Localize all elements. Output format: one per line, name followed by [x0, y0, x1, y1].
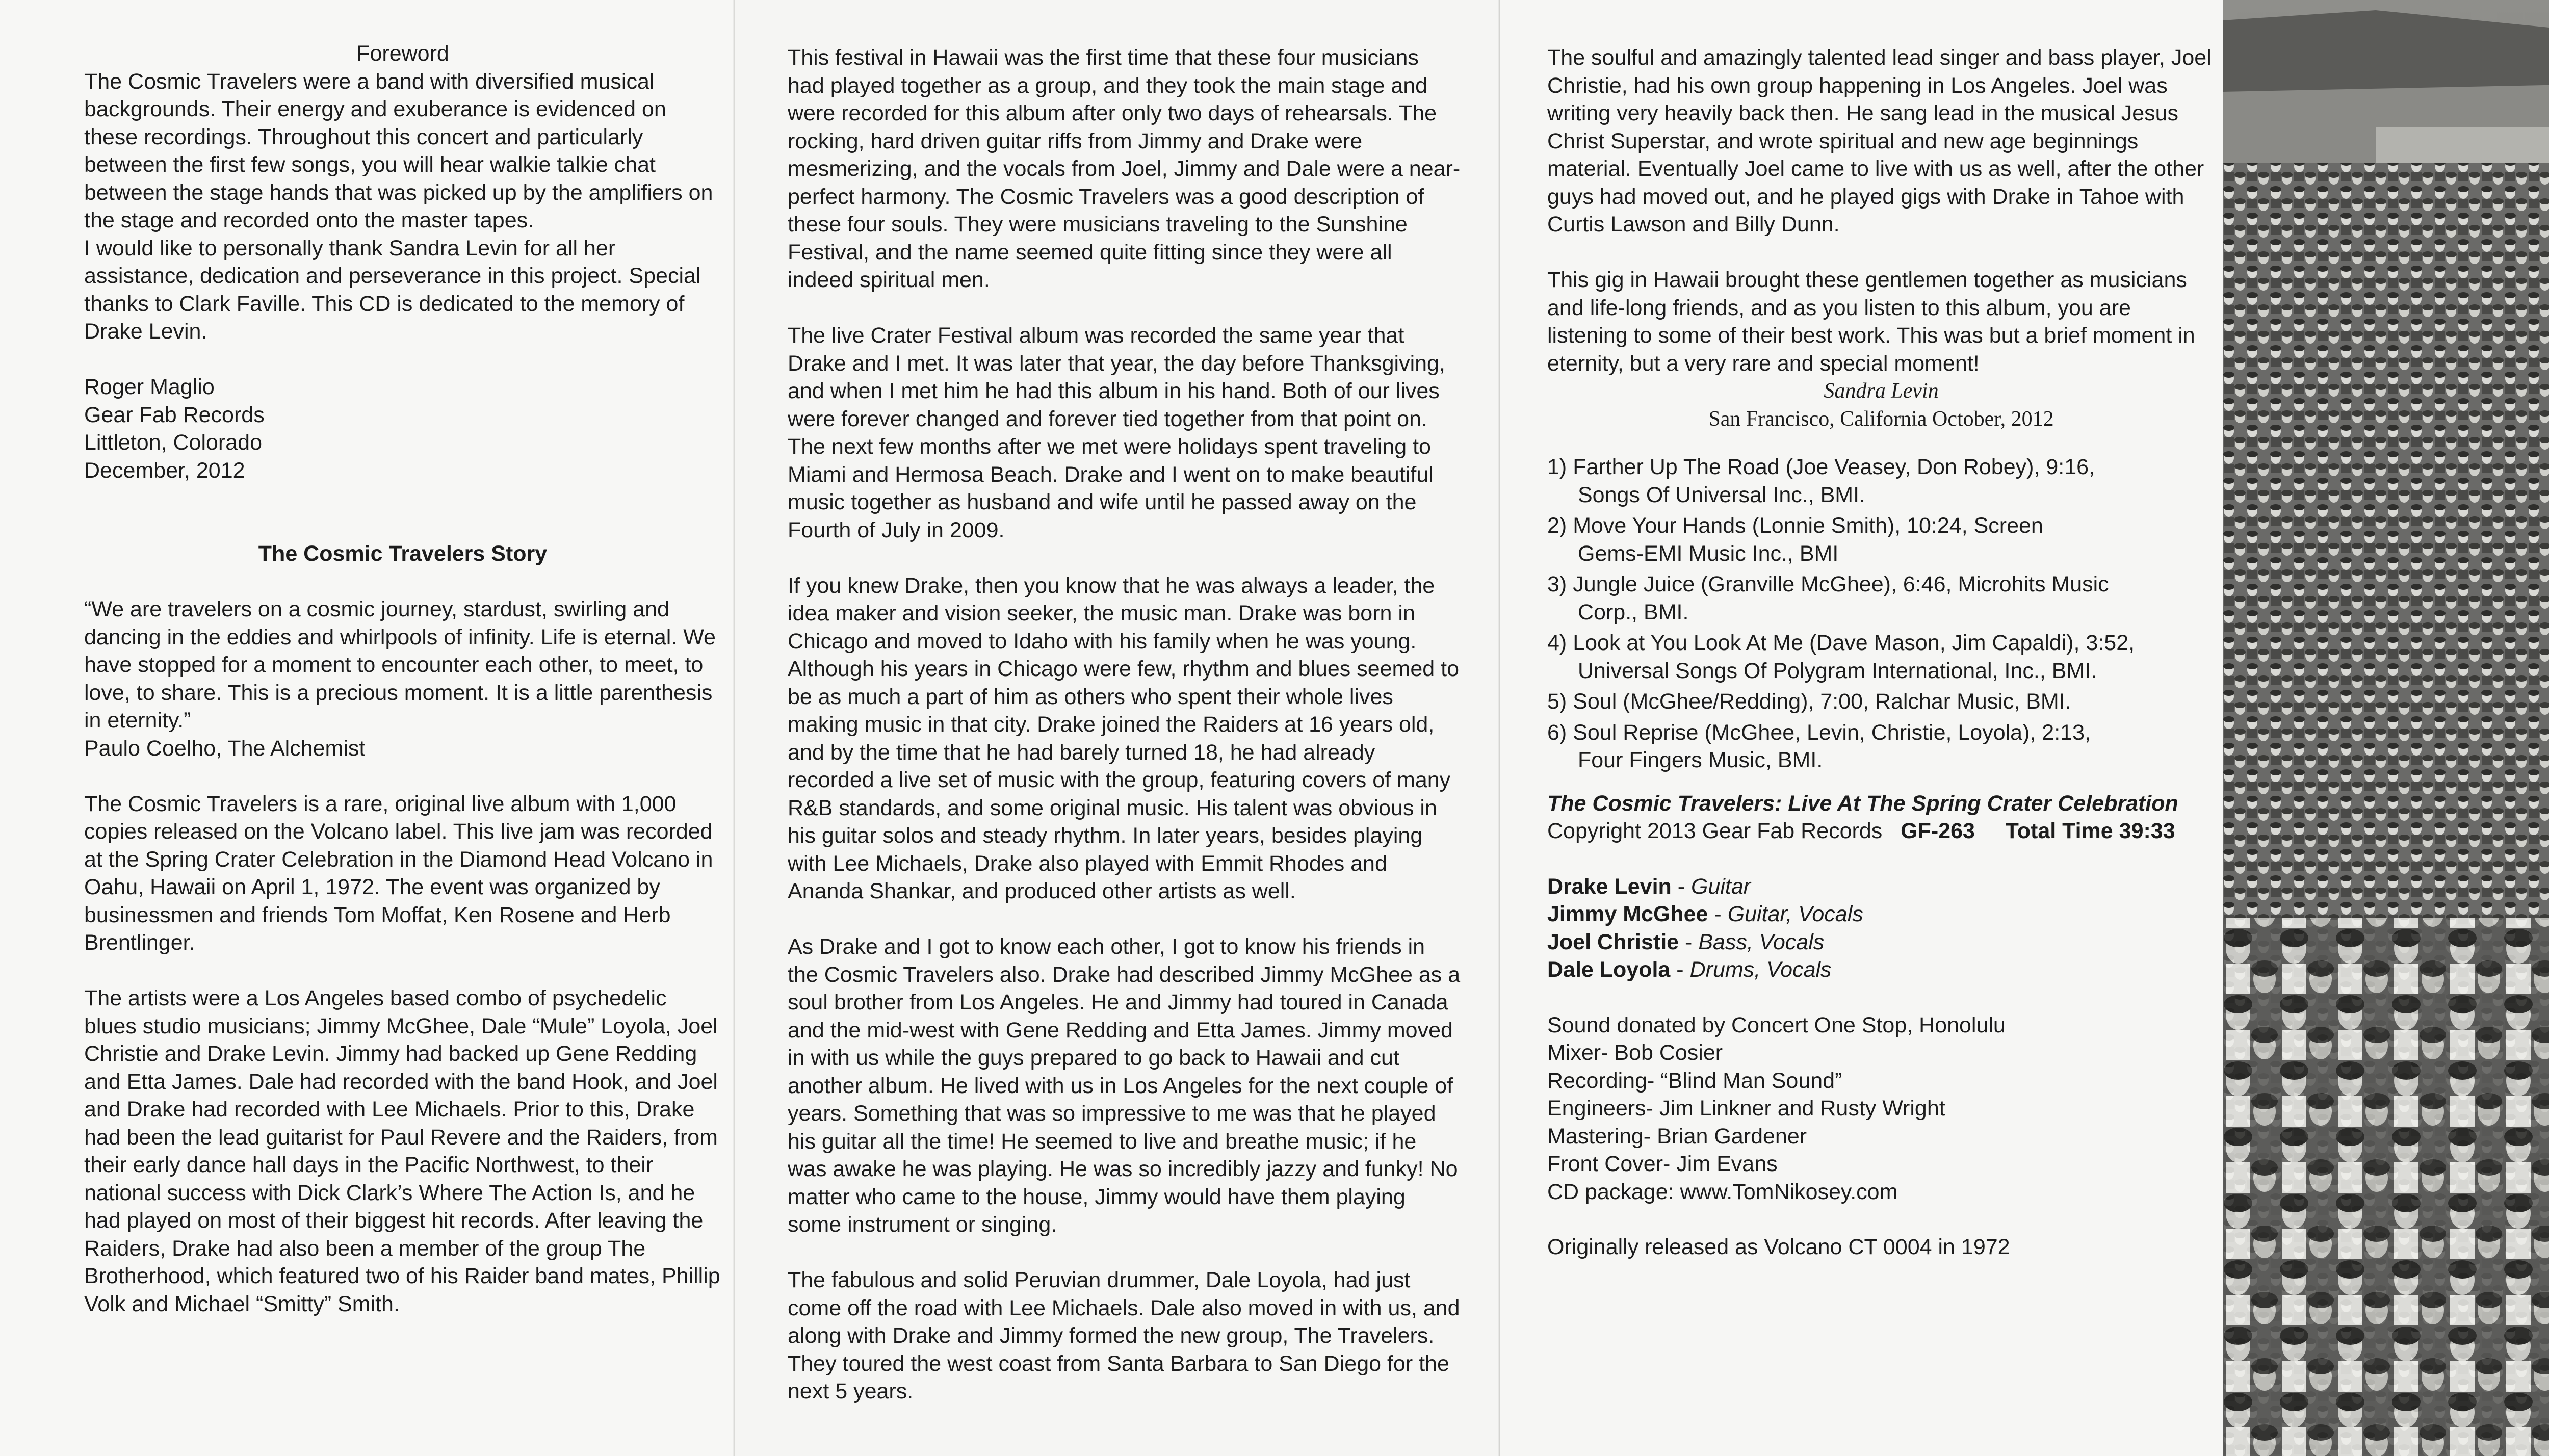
crowd-photo: [2223, 0, 2549, 1456]
story-title: The Cosmic Travelers Story: [258, 541, 548, 566]
credit-line: Front Cover- Jim Evans: [1547, 1152, 1778, 1176]
release-note: Originally released as Volcano CT 0004 in 1972: [1547, 1235, 2010, 1259]
credit-line: Mastering- Brian Gardener: [1547, 1124, 1807, 1149]
track-item: [1547, 629, 2215, 685]
personnel-list: [1547, 873, 2215, 984]
story-paragraph: The artists were a Los Angeles based combo of psychedelic blues studio musicians; Jimmy McGhee, Dale “Mule” Loyola, Joel Christie and Drake Levin. Jimmy had backed up Gene Redding and Etta James. Dale had recorded with the band Hook, and Joel and Drake had recorded with Lee Michaels. Prior to this, Drake had been the lead guitarist for Paul Revere and the Raiders, from their early dance hall days in the Pacific Northwest, to their national success with Dick Clark’s Where The Action Is, and he had played on most of their biggest hit records. After leaving the Raiders, Drake had also been a member of the group The Brotherhood, which featured two of his Raider band mates, Phillip Volk and Michael “Smitty” Smith.: [84, 986, 720, 1316]
tracklist: [1547, 453, 2215, 774]
story-quote-author: Paulo Coelho, The Alchemist: [84, 736, 366, 761]
track-number: 2): [1547, 513, 1567, 538]
track-number: 3): [1547, 572, 1567, 596]
foreword-signature: [84, 373, 721, 484]
track-title: Look at You Look At Me (Dave Mason, Jim Capaldi), 3:52,: [1573, 631, 2135, 655]
personnel-role: Guitar, Vocals: [1727, 902, 1863, 926]
story-paragraph: This festival in Hawaii was the first time that these four musicians had played together as a group, and they took the main stage and were recorded for this album after only two days of rehearsals. The rocking, hard driven guitar riffs from Jimmy and Drake were mesmerizing, and the vocals from Joel, Jimmy and Dale were a near-perfect harmony. The Cosmic Travelers was a good description of these four souls. They were musicians traveling to the Sunshine Festival, and the name seemed quite fitting since they were all indeed spiritual men.: [788, 45, 1461, 292]
album-copyright-line: [1547, 817, 2215, 845]
credit-line: Sound donated by Concert One Stop, Honolulu: [1547, 1012, 2006, 1037]
foreword-heading: Foreword: [356, 41, 449, 66]
credit-line: Mixer- Bob Cosier: [1547, 1041, 1723, 1065]
signature-line: Littleton, Colorado: [84, 430, 262, 455]
track-publisher: Gems-EMI Music Inc., BMI: [1578, 541, 1839, 566]
crowd-photo-image: [2223, 0, 2549, 1456]
album-total-time: Total Time 39:33: [2005, 819, 2175, 843]
credit-line: Recording- “Blind Man Sound”: [1547, 1068, 1842, 1093]
track-item: [1547, 570, 2215, 626]
personnel-name: Dale Loyola: [1547, 957, 1671, 982]
track-title: Soul (McGhee/Redding), 7:00, Ralchar Music, BMI.: [1573, 689, 2071, 714]
track-publisher: Four Fingers Music, BMI.: [1578, 748, 1823, 772]
album-title: The Cosmic Travelers: Live At The Spring Crater Celebration: [1547, 791, 2178, 816]
album-catalog: GF-263: [1901, 819, 1975, 843]
story-quote: “We are travelers on a cosmic journey, stardust, swirling and dancing in the eddies and whirlpools of infinity. Life is eternal. We have stopped for a moment to encounter each other, to meet, to love, to share. This is a precious moment. It is a little parenthesis in eternity.”: [84, 597, 716, 733]
story-paragraph: The soulful and amazingly talented lead singer and bass player, Joel Christie, had his own group happening in Los Angeles. Joel was writing very heavily back then. He sang lead in the musical Jesus Christ Superstar, and wrote spiritual and new age beginnings material. Eventually Joel came to live with us as well, after the other guys had moved out, and he played gigs with Drake in Tahoe with Curtis Lawson and Billy Dunn.: [1547, 45, 2212, 237]
signature-line: December, 2012: [84, 458, 245, 483]
story-paragraph: The fabulous and solid Peruvian drummer, Dale Loyola, had just come off the road with Lee Michaels. Dale also moved in with us, and along with Drake and Jimmy formed the new group, The Travelers. They toured the west coast from Santa Barbara to San Diego for the next 5 years.: [788, 1268, 1460, 1403]
personnel-name: Drake Levin: [1547, 874, 1672, 899]
fold-crease: [1498, 0, 1500, 1456]
credit-line: Engineers- Jim Linkner and Rusty Wright: [1547, 1096, 1945, 1121]
story-paragraph: This gig in Hawaii brought these gentlemen together as musicians and life-long friends, and as you listen to this album, you are listening to some of their best work. This was but a brief moment in eternity, but a very rare and special moment!: [1547, 268, 2195, 376]
personnel-item: Jimmy McGhee - Guitar, Vocals: [1547, 902, 1863, 926]
track-number: 4): [1547, 631, 1567, 655]
personnel-item: Joel Christie - Bass, Vocals: [1547, 929, 1825, 954]
personnel-role: Bass, Vocals: [1698, 929, 1825, 954]
track-title: Farther Up The Road (Joe Veasey, Don Robey), 9:16,: [1573, 455, 2095, 479]
track-item: [1547, 688, 2215, 716]
track-number: 1): [1547, 455, 1567, 479]
story-author: Sandra Levin: [1824, 379, 1939, 403]
track-item: [1547, 719, 2215, 774]
story-author-place: San Francisco, California October, 2012: [1708, 407, 2054, 431]
track-item: [1547, 512, 2215, 567]
signature-line: Gear Fab Records: [84, 402, 265, 427]
personnel-name: Jimmy McGhee: [1547, 902, 1708, 926]
personnel-role: Guitar: [1691, 874, 1751, 899]
story-column-right: [1547, 44, 2215, 1261]
track-publisher: Universal Songs Of Polygram International, Inc., BMI.: [1578, 658, 2097, 683]
personnel-role: Drums, Vocals: [1689, 957, 1832, 982]
fold-crease: [733, 0, 735, 1456]
track-title: Soul Reprise (McGhee, Levin, Christie, Loyola), 2:13,: [1573, 720, 2091, 745]
track-publisher: Corp., BMI.: [1578, 600, 1689, 625]
signature-line: Roger Maglio: [84, 375, 215, 399]
foreword-body: The Cosmic Travelers were a band with diversified musical backgrounds. Their energy and exuberance is evidenced on these recordings. Throughout this concert and particularly between the first few songs, you will hear walkie talkie chat between the stage hands that was picked up by the amplifiers on the stage and recorded onto the master tapes. I would like to personally thank Sandra Levin for all her assistance, dedication and perseverance in this project. Special thanks to Clark Faville. This CD is dedicated to the memory of Drake Levin.: [84, 69, 713, 344]
story-paragraph: If you knew Drake, then you know that he was always a leader, the idea maker and vision seeker, the music man. Drake was born in Chicago and moved to Idaho with his family when he was young. Although his years in Chicago were few, rhythm and blues seemed to be as much a part of him as others who spent their whole lives making music in that city. Drake joined the Raiders at 16 years old, and by the time that he had barely turned 18, he had already recorded a live set of music with the group, featuring covers of many R&B standards, and some original music. His talent was obvious in his guitar solos and steady rhythm. In later years, besides playing with Lee Michaels, Drake also played with Emmit Rhodes and Ananda Shankar, and produced other artists as well.: [788, 573, 1460, 903]
track-title: Move Your Hands (Lonnie Smith), 10:24, Screen: [1573, 513, 2043, 538]
story-paragraph: As Drake and I got to know each other, I got to know his friends in the Cosmic Travelers also. Drake had described Jimmy McGhee as a soul brother from Los Angeles. He and Jimmy had toured in Canada and the mid-west with Gene Redding and Etta James. Jimmy moved in with us while the guys prepared to go back to Hawaii and cut another album. He lived with us in Los Angeles for the next couple of years. Something that was so impressive to me was that he played his guitar all the time! He seemed to live and breathe music; if he was awake he was playing. He was so incredibly jazzy and funky! No matter who came to the house, Jimmy would have them playing some instrument or singing.: [788, 934, 1461, 1237]
track-number: 5): [1547, 689, 1567, 714]
production-credits: [1547, 1011, 2215, 1206]
track-publisher: Songs Of Universal Inc., BMI.: [1578, 482, 1865, 507]
personnel-item: Drake Levin - Guitar: [1547, 874, 1751, 899]
track-item: [1547, 453, 2215, 509]
personnel-item: Dale Loyola - Drums, Vocals: [1547, 957, 1832, 982]
story-column-middle: [788, 44, 1461, 1406]
personnel-name: Joel Christie: [1547, 929, 1679, 954]
foreword-column: [84, 40, 721, 1346]
track-title: Jungle Juice (Granville McGhee), 6:46, Microhits Music: [1573, 572, 2109, 596]
credit-line: CD package: www.TomNikosey.com: [1547, 1179, 1898, 1204]
story-paragraph: The Cosmic Travelers is a rare, original live album with 1,000 copies released on the Volcano label. This live jam was recorded at the Spring Crater Celebration in the Diamond Head Volcano in Oahu, Hawaii on April 1, 1972. The event was organized by businessmen and friends Tom Moffat, Ken Rosene and Herb Brentlinger.: [84, 791, 713, 955]
track-number: 6): [1547, 720, 1567, 745]
album-copyright: Copyright 2013 Gear Fab Records: [1547, 819, 1883, 843]
story-paragraph: The live Crater Festival album was recorded the same year that Drake and I met. It was later that year, the day before Thanksgiving, and when I met him he had this album in his hand. Both of our lives were forever changed and forever tied together from that point on. The next few months after we met were holidays spent traveling to Miami and Hermosa Beach. Drake and I went on to make beautiful music together as husband and wife until he passed away on the Fourth of July in 2009.: [788, 323, 1445, 542]
